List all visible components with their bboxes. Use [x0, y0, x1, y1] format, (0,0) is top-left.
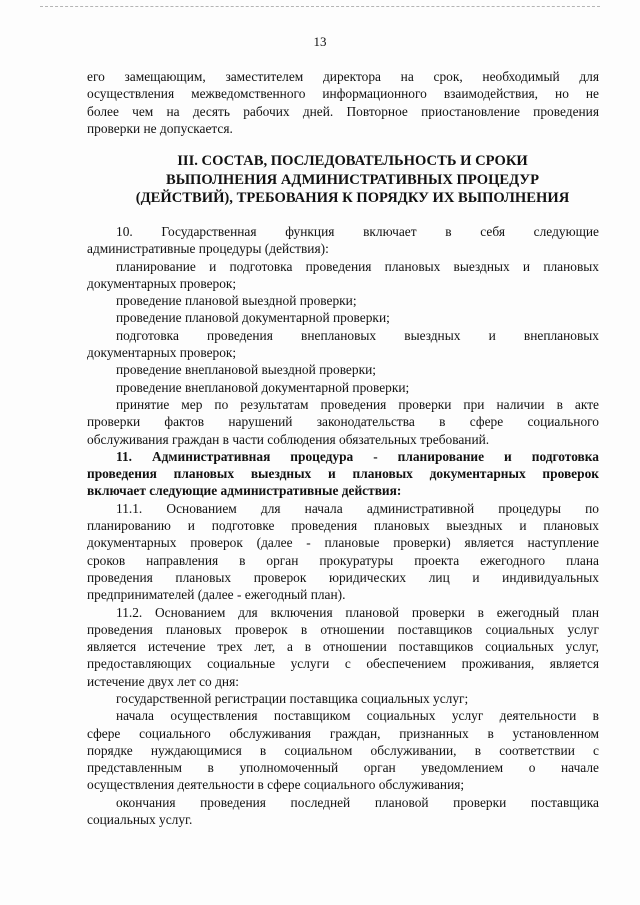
heading-line: (ДЕЙСТВИЙ), ТРЕБОВАНИЯ К ПОРЯДКУ ИХ ВЫПОЛНЕНИЯ: [135, 190, 570, 207]
continuation-paragraph: [87, 68, 599, 137]
text-line: проверки не допускается.: [87, 120, 233, 136]
list-item-line: проведение внеплановой документарной проверки;: [116, 379, 410, 395]
text-line: осуществления межведомственного информационного взаимодействия, но не: [87, 86, 599, 102]
list-item-line: проведение плановой документарной проверки;: [116, 310, 390, 326]
list-item-line: документарных проверок;: [87, 345, 237, 361]
text-line: его замещающим, заместителем директора на срок, необходимый для: [87, 69, 599, 84]
text-line: включает следующие административные действия:: [87, 483, 402, 499]
text-line: предоставляющих социальные услуги с обеспечением проживания, является: [87, 656, 599, 672]
paragraph-10: [87, 223, 599, 448]
text-line: более чем на десять рабочих дней. Повторное приостановление проведения: [87, 103, 599, 119]
text-line: 10. Государственная функция включает в себя следующие: [116, 223, 599, 239]
list-item-line: государственной регистрации поставщика социальных услуг;: [116, 690, 469, 706]
paragraph-11: [87, 448, 599, 500]
list-item-line: окончания проведения последней плановой проверки поставщика: [116, 794, 599, 810]
text-line: истечение двух лет со дня:: [87, 673, 239, 689]
text-line: 11.2. Основанием для включения плановой проверки в ежегодный план: [116, 604, 599, 620]
text-line: предпринимателей (далее - ежегодный план).: [87, 587, 346, 603]
list-item-line: представленным в уполномоченный орган уведомлением о начале: [87, 760, 599, 776]
list-item-line: осуществления деятельности в сфере социального обслуживания;: [87, 777, 465, 793]
text-line: планированию и подготовке проведения плановых выездных и плановых: [87, 518, 599, 534]
list-item-line: проведение плановой выездной проверки;: [116, 293, 357, 309]
list-item-line: сфере социального обслуживания граждан, признанных в установленном: [87, 725, 599, 741]
text-line: проведения плановых проверок юридических лиц и индивидуальных: [87, 569, 599, 585]
text-line: проведения плановых выездных и плановых документарных проверок: [87, 466, 599, 482]
document-body: [87, 68, 599, 828]
list-item-line: социальных услуг.: [87, 812, 193, 828]
text-line: является истечение трех лет, а в отношении поставщиков социальных услуг,: [87, 639, 599, 655]
scan-top-rule: [40, 6, 600, 7]
paragraph-11-2: [87, 604, 599, 829]
list-item-line: документарных проверок;: [87, 275, 237, 291]
heading-line: ВЫПОЛНЕНИЯ АДМИНИСТРАТИВНЫХ ПРОЦЕДУР: [165, 171, 540, 188]
list-item-line: начала осуществления поставщиком социальных услуг деятельности в: [116, 708, 599, 724]
list-item-line: порядке нуждающимися в социальном обслуживании, в соответствии с: [87, 742, 599, 758]
list-item-line: принятие мер по результатам проведения проверки при наличии в акте: [116, 396, 599, 412]
section-heading: [106, 152, 599, 208]
text-line: документарных проверок (далее - плановые проверки) является наступление: [87, 535, 599, 551]
text-line: сроков направления в орган прокуратуры проекта ежегодного плана: [87, 552, 599, 568]
paragraph-11-1: [87, 500, 599, 604]
text-line: 11. Административная процедура - планирование и подготовка: [116, 448, 599, 464]
text-line: 11.1. Основанием для начала административной процедуры по: [116, 500, 599, 516]
page-number: 13: [313, 34, 327, 49]
list-item-line: проверки фактов нарушений законодательства в сфере социального: [87, 414, 599, 430]
list-item-line: обслуживания граждан в части соблюдения обязательных требований.: [87, 431, 490, 447]
list-item-line: проведение внеплановой выездной проверки;: [116, 362, 376, 378]
list-item-line: планирование и подготовка проведения плановых выездных и плановых: [116, 258, 599, 274]
text-line: административные процедуры (действия):: [87, 241, 329, 257]
heading-line: III. СОСТАВ, ПОСЛЕДОВАТЕЛЬНОСТЬ И СРОКИ: [177, 153, 528, 170]
text-line: проведения плановых проверок в отношении поставщиков социальных услуг: [87, 621, 599, 637]
list-item-line: подготовка проведения внеплановых выездных и внеплановых: [116, 327, 599, 343]
